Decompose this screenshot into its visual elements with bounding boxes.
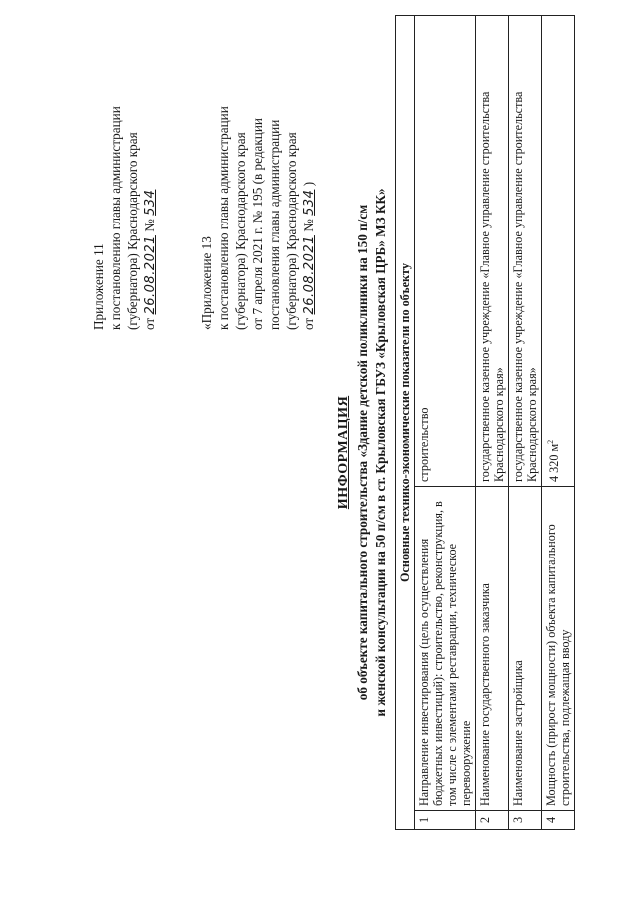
row-number: 4 — [542, 811, 575, 830]
document-subtitle: об объекте капитального строительства «Здание детской поликлиники на 150 п/см — [355, 204, 370, 701]
row-value: государственное казенное учреждение «Главное управление строительства Краснодарского края» — [509, 16, 542, 487]
appendix-old-block — [198, 40, 318, 330]
appendix-old-line: (губернатора) Краснодарского края — [284, 132, 299, 330]
row-value: 4 320 $м^2$ — [542, 16, 575, 487]
appendix-new-date-line: от 26.08.2021 № 534 — [142, 189, 158, 330]
document-heading: ИНФОРМАЦИЯ — [336, 395, 351, 510]
table-row — [509, 16, 542, 830]
appendix-new-title: Приложение 11 — [91, 243, 106, 330]
handwritten-date: 26.08.2021 — [302, 235, 317, 315]
table-row — [476, 16, 509, 830]
row-value: строительство — [415, 16, 476, 487]
row-value: государственное казенное учреждение «Главное управление строительства Краснодарского края» — [476, 16, 509, 487]
row-label: Наименование государственного заказчика — [476, 487, 509, 811]
table-header: Основные технико-экономические показатели по объекту — [396, 16, 415, 830]
appendix-new-line: к постановлению главы администрации — [108, 106, 123, 330]
appendix-new-line: (губернатора) Краснодарского края — [125, 132, 140, 330]
appendix-old-line: постановления главы администрации — [267, 119, 282, 330]
appendix-old-line: (губернатора) Краснодарского края — [233, 132, 248, 330]
row-number: 3 — [509, 811, 542, 830]
handwritten-number: 534 — [143, 189, 158, 216]
row-label: Направление инвестирования (цель осуществления бюджетных инвестиций): строительство, реконструкция, в том числе с элементами реставрации, техническое перевооружение — [415, 487, 476, 811]
appendix-old-title: «Приложение 13 — [199, 236, 214, 330]
handwritten-date: 26.08.2021 — [143, 235, 158, 315]
row-label: Мощность (прирост мощности) объекта капитального строительства, подлежащая вводу — [542, 487, 575, 811]
appendix-new-block — [90, 40, 159, 330]
appendix-old-line: от 7 апреля 2021 г. № 195 (в редакции — [250, 118, 265, 330]
appendix-old-date-line: от 26.08.2021 № 534 ) — [301, 181, 317, 330]
indicators-table — [395, 15, 575, 830]
row-number: 2 — [476, 811, 509, 830]
appendix-old-line: к постановлению главы администрации — [216, 106, 231, 330]
document-subtitle: и женской консультации на 50 п/см в ст. Крыловская ГБУЗ «Крыловская ЦРБ» МЗ КК» — [373, 188, 388, 717]
handwritten-number: 534 — [302, 189, 317, 216]
table-row — [415, 16, 476, 830]
table-header-row — [396, 16, 415, 830]
table-row — [542, 16, 575, 830]
row-number: 1 — [415, 811, 476, 830]
row-label: Наименование застройщика — [509, 487, 542, 811]
